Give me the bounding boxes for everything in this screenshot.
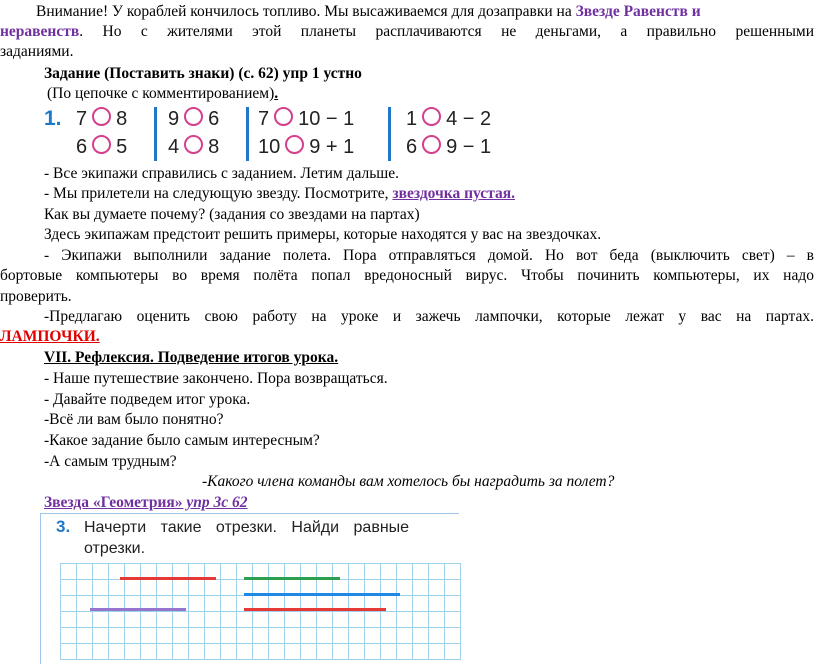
exercise-cell: 6 5: [76, 136, 128, 158]
square-grid: [60, 563, 461, 660]
circle-blank[interactable]: [274, 107, 293, 126]
intro-line-1: [36, 2, 701, 22]
divider: [246, 107, 249, 161]
task1-subtitle-dot: .: [274, 85, 279, 102]
line-evaluate: -Предлагаю оценить свою работу на уроке и зажечь лампочки, которые лежат у вас на партах.: [44, 308, 814, 325]
reflection-award-question: -Какого члена команды вам хотелось бы наградить за полет?: [202, 473, 615, 490]
exercise-cell: 1 4 − 2: [406, 108, 492, 130]
circle-blank[interactable]: [422, 135, 441, 154]
segment-blue: [244, 593, 400, 596]
intro-line-2: [0, 22, 814, 42]
exercise-cell: 10 9 + 1: [258, 136, 355, 158]
task1-subtitle-line: [47, 84, 278, 104]
divider: [388, 107, 391, 161]
circle-blank[interactable]: [422, 107, 441, 126]
task1-title: Задание (Поставить знаки) (с. 62) упр 1 устно: [44, 65, 362, 82]
exercise-cell: 4 8: [168, 136, 220, 158]
line-next-star: [44, 184, 515, 204]
circle-blank[interactable]: [92, 135, 111, 154]
reflection-line: - Наше путешествие закончено. Пора возвращаться.: [44, 370, 388, 387]
line-mission: - Экипажи выполнили задание полета. Пора отправляться домой. Но вот беда (выключить свет) – в: [44, 247, 814, 264]
exercise-cell: 7 10 − 1: [258, 108, 355, 130]
segment-purple: [90, 608, 186, 611]
divider: [154, 107, 157, 161]
segment-red-2: [244, 608, 386, 611]
exercise-number: 1.: [44, 107, 62, 130]
intro-text: Внимание! У кораблей кончилось топливо. Мы высаживаемся для дозаправки на: [36, 3, 576, 20]
exercise-cell: 9 6: [168, 108, 220, 130]
reflection-line: - Давайте подведем итог урока.: [44, 391, 251, 408]
star-name-2: неравенств: [0, 23, 80, 40]
line-virus: бортовые компьютеры во время полёта попал вредоносный вирус. Чтобы починить компьютеры, их надо: [0, 267, 814, 284]
exercise-cell: 6 9 − 1: [406, 136, 492, 158]
segment-green: [244, 577, 340, 580]
reflection-line: -Всё ли вам было понятно?: [44, 411, 224, 428]
geometry-star-title: Звезда «Геометрия»: [44, 494, 183, 511]
reflection-line: -А самым трудным?: [44, 453, 177, 470]
exercise-cell: 7 8: [76, 108, 128, 130]
intro-text-2: . Но с жителями этой планеты расплачиваются не деньгами, а правильно решенными: [79, 23, 814, 40]
line-next-star-text: - Мы прилетели на следующую звезду. Посмотрите,: [44, 185, 393, 202]
circle-blank[interactable]: [184, 107, 203, 126]
line-crews-done: - Все экипажи справились с заданием. Летим дальше.: [44, 165, 399, 182]
task1-subtitle: (По цепочке с комментированием): [47, 85, 275, 102]
bulbs-label: ЛАМПОЧКИ.: [0, 328, 100, 345]
geometry-exercise-ref: упр 3с 62: [182, 494, 248, 511]
intro-line-3: заданиями.: [0, 43, 74, 60]
circle-blank[interactable]: [92, 107, 111, 126]
math-exercise: [44, 107, 534, 163]
reflection-line: -Какое задание было самым интересным?: [44, 432, 320, 449]
circle-blank[interactable]: [184, 135, 203, 154]
geometry-instruction: Начерти такие отрезки. Найди равные: [84, 519, 410, 536]
line-examples: Здесь экипажам предстоит решить примеры, которые находятся у вас на звездочках.: [44, 226, 602, 243]
line-why: Как вы думаете почему? (задания со звездами на партах): [44, 206, 420, 223]
line-check: проверить.: [0, 288, 72, 305]
geometry-number: 3.: [56, 517, 71, 536]
geometry-heading: [44, 493, 248, 513]
section7-title: VII. Рефлексия. Подведение итогов урока.: [44, 349, 339, 366]
segment-red-1: [120, 577, 216, 580]
circle-blank[interactable]: [285, 135, 304, 154]
star-name: Звезде Равенств и: [575, 3, 701, 20]
geometry-instruction-2: отрезки.: [84, 540, 146, 557]
empty-star-link[interactable]: звездочка пустая.: [392, 185, 515, 202]
geometry-task: [40, 513, 460, 663]
